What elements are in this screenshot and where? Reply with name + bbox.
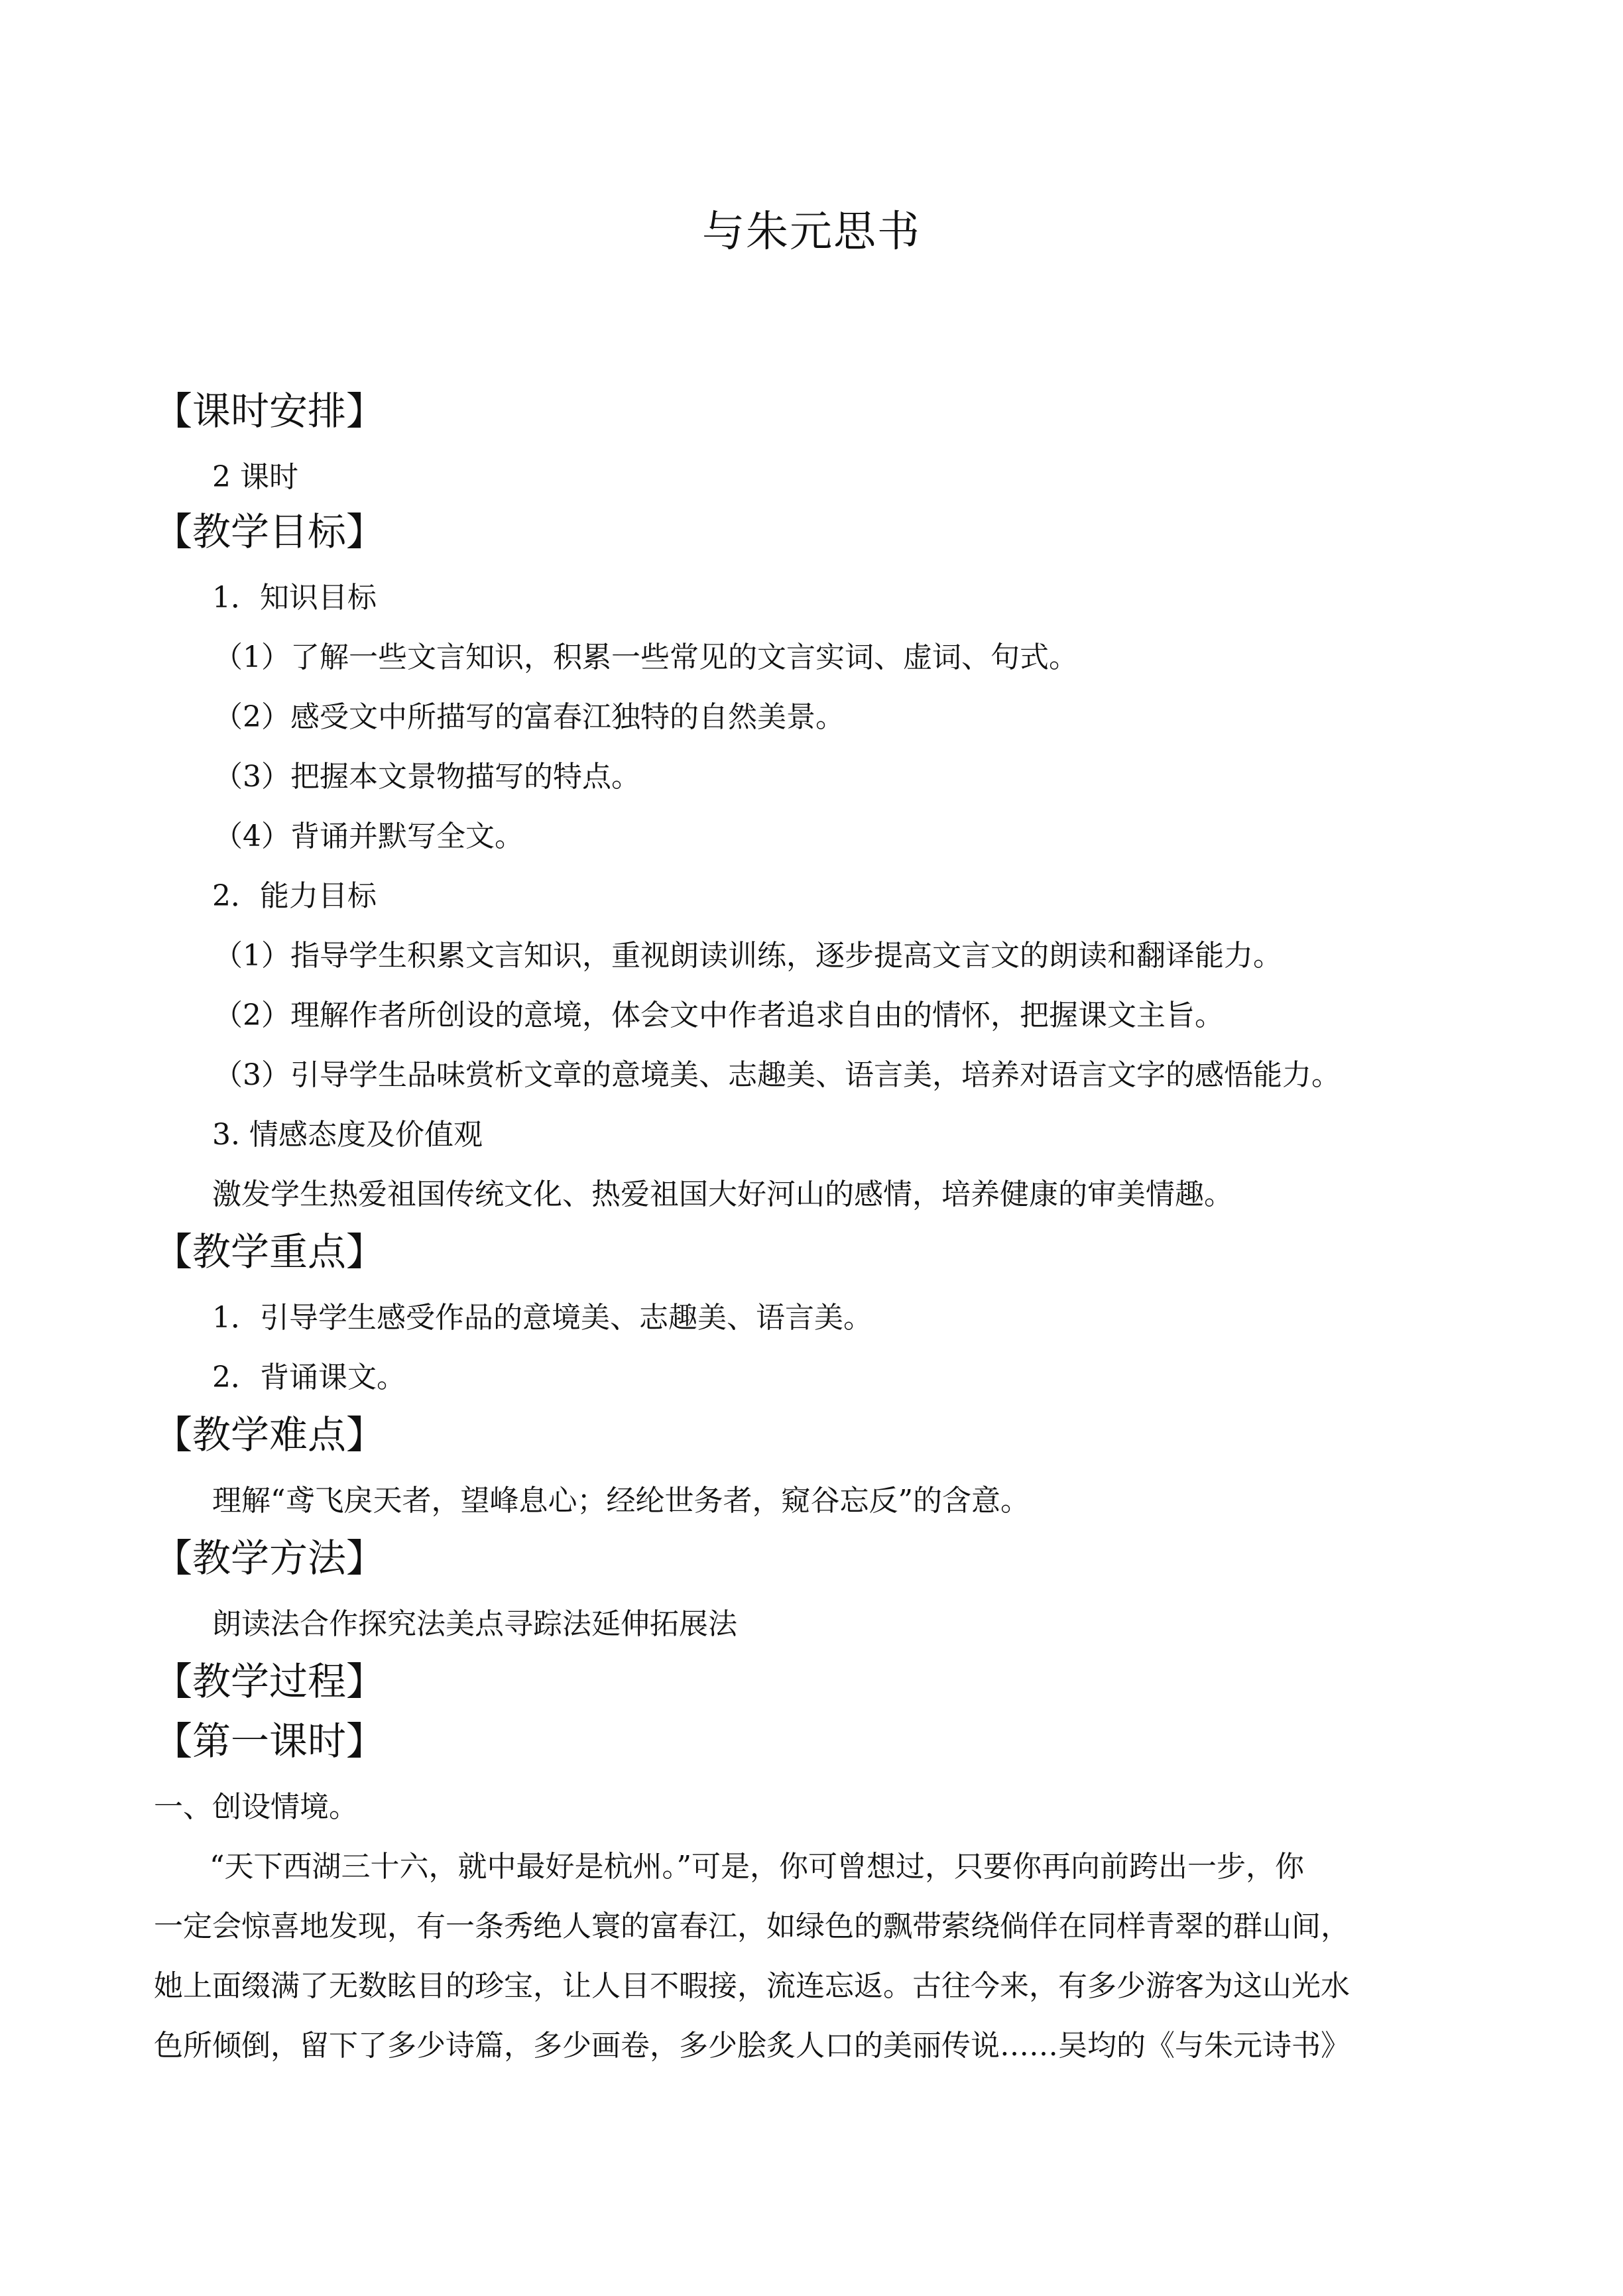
objectives-heading: 【教学目标】 (154, 509, 385, 554)
paragraph-line: “天下西湖三十六，就中最好是杭州。”可是，你可曾想过，只要你再向前跨出一步，你 (210, 1850, 1304, 1884)
ability-item: （3）引导学生品味赏析文章的意境美、志趣美、语言美，培养对语言文字的感悟能力。 (213, 1058, 1341, 1092)
key-points-heading: 【教学重点】 (154, 1229, 385, 1274)
page-title: 与朱元思书 (702, 208, 921, 257)
emotion-content: 激发学生热爱祖国传统文化、热爱祖国大好河山的感情，培养健康的审美情趣。 (212, 1178, 1233, 1211)
key-point-item: 2．背诵课文。 (212, 1360, 406, 1394)
schedule-content: 2 课时 (212, 460, 298, 494)
first-lesson-heading: 【第一课时】 (154, 1719, 385, 1764)
knowledge-item: （2）感受文中所描写的富春江独特的自然美景。 (213, 700, 845, 734)
methods-heading: 【教学方法】 (154, 1536, 385, 1581)
knowledge-item: （3）把握本文景物描写的特点。 (213, 760, 640, 794)
schedule-heading: 【课时安排】 (154, 389, 385, 434)
ability-item: （1）指导学生积累文言知识，重视朗读训练，逐步提高文言文的朗读和翻译能力。 (213, 939, 1282, 973)
methods-content: 朗读法合作探究法美点寻踪法延伸拓展法 (212, 1607, 737, 1641)
knowledge-item: （4）背诵并默写全文。 (213, 819, 524, 853)
emotion-title: 3. 情感态度及价值观 (212, 1118, 483, 1152)
paragraph-line: 色所倾倒，留下了多少诗篇，多少画卷，多少脍炙人口的美丽传说……吴均的《与朱元诗书》 (154, 2029, 1350, 2063)
ability-item: （2）理解作者所创设的意境，体会文中作者追求自由的情怀，把握课文主旨。 (213, 998, 1224, 1032)
knowledge-title: 1．知识目标 (212, 581, 377, 615)
knowledge-item: （1）了解一些文言知识，积累一些常见的文言实词、虚词、句式。 (213, 640, 1078, 674)
paragraph-line: 一定会惊喜地发现，有一条秀绝人寰的富春江，如绿色的飘带萦绕倘佯在同样青翠的群山间， (154, 1909, 1350, 1943)
ability-title: 2．能力目标 (212, 879, 377, 913)
process-heading: 【教学过程】 (154, 1659, 385, 1704)
difficulty-heading: 【教学难点】 (154, 1412, 385, 1457)
step-title: 一、创设情境。 (154, 1790, 358, 1824)
difficulty-content: 理解“鸢飞戾天者，望峰息心；经纶世务者，窥谷忘反”的含意。 (212, 1484, 1030, 1518)
paragraph-line: 她上面缀满了无数眩目的珍宝，让人目不暇接，流连忘返。古往今来，有多少游客为这山光水 (154, 1969, 1350, 2003)
key-point-item: 1．引导学生感受作品的意境美、志趣美、语言美。 (212, 1301, 872, 1335)
